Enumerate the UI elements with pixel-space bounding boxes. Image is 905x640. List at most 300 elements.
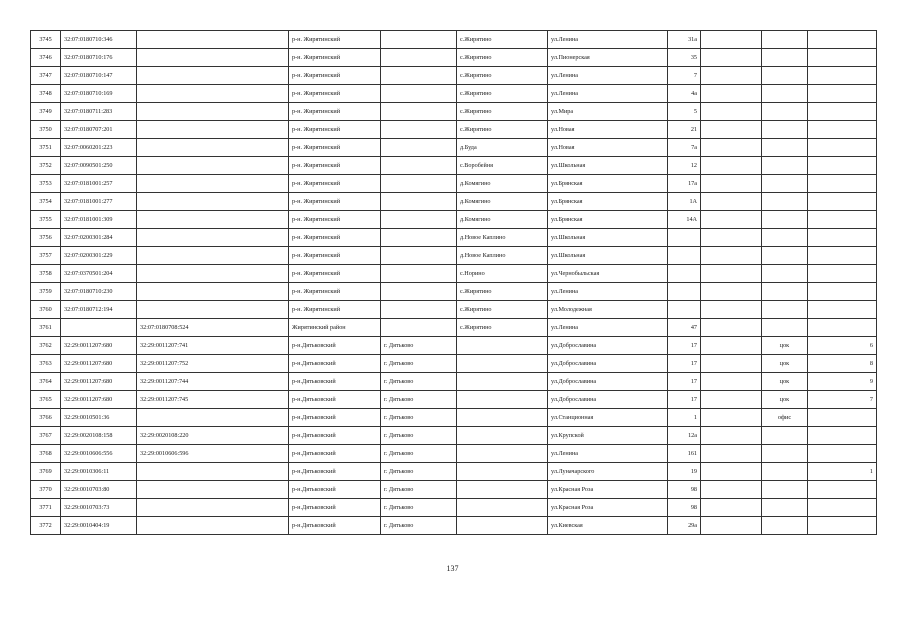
street-cell: ул.Молодежная	[548, 301, 668, 319]
room-type-cell	[762, 283, 808, 301]
cadastral-number-cell: 32:07:0200301:284	[61, 229, 137, 247]
premises-cadastral-cell	[137, 49, 289, 67]
settlement-cell	[457, 427, 548, 445]
district-cell: р-н. Жирятинский	[289, 85, 381, 103]
premises-cadastral-cell	[137, 499, 289, 517]
apartment-number-cell	[808, 319, 877, 337]
premises-cadastral-cell	[137, 121, 289, 139]
district-cell: р-н. Жирятинский	[289, 175, 381, 193]
house-number-cell: 1А	[668, 193, 701, 211]
row-number-cell: 3752	[31, 157, 61, 175]
premises-cadastral-cell	[137, 193, 289, 211]
room-type-cell	[762, 499, 808, 517]
table-row	[31, 211, 877, 229]
empty-cell	[701, 427, 762, 445]
table-row	[31, 499, 877, 517]
empty-cell	[701, 463, 762, 481]
table-row	[31, 67, 877, 85]
cadastral-number-cell: 32:07:0370501:204	[61, 265, 137, 283]
cadastral-number-cell: 32:29:0010404:19	[61, 517, 137, 535]
house-number-cell	[668, 283, 701, 301]
table-row	[31, 427, 877, 445]
district-cell: р-н.Дятьковский	[289, 391, 381, 409]
district-cell: р-н. Жирятинский	[289, 157, 381, 175]
street-cell: ул.Крупской	[548, 427, 668, 445]
district-cell: р-н. Жирятинский	[289, 49, 381, 67]
settlement-cell	[457, 499, 548, 517]
table-row	[31, 31, 877, 49]
table-row	[31, 175, 877, 193]
house-number-cell	[668, 247, 701, 265]
row-number-cell: 3762	[31, 337, 61, 355]
settlement-cell: с.Жирятино	[457, 31, 548, 49]
house-number-cell: 7а	[668, 139, 701, 157]
house-number-cell: 17	[668, 391, 701, 409]
cadastral-number-cell: 32:07:0181001:277	[61, 193, 137, 211]
premises-cadastral-cell	[137, 139, 289, 157]
town-cell: г. Дятьково	[381, 445, 457, 463]
street-cell: ул.Ленина	[548, 319, 668, 337]
table-row	[31, 193, 877, 211]
table-row	[31, 391, 877, 409]
empty-cell	[701, 301, 762, 319]
district-cell: р-н. Жирятинский	[289, 121, 381, 139]
cadastral-number-cell: 32:07:0181001:309	[61, 211, 137, 229]
town-cell: г. Дятьково	[381, 499, 457, 517]
settlement-cell: с.Жирятино	[457, 121, 548, 139]
street-cell: ул.Брянская	[548, 211, 668, 229]
premises-cadastral-cell	[137, 283, 289, 301]
row-number-cell: 3747	[31, 67, 61, 85]
apartment-number-cell	[808, 445, 877, 463]
settlement-cell	[457, 409, 548, 427]
table-row	[31, 157, 877, 175]
table-row	[31, 283, 877, 301]
row-number-cell: 3771	[31, 499, 61, 517]
settlement-cell	[457, 463, 548, 481]
house-number-cell: 98	[668, 481, 701, 499]
premises-cadastral-cell: 32:07:0180708:524	[137, 319, 289, 337]
settlement-cell	[457, 391, 548, 409]
apartment-number-cell	[808, 427, 877, 445]
house-number-cell: 4а	[668, 85, 701, 103]
room-type-cell	[762, 445, 808, 463]
room-type-cell	[762, 31, 808, 49]
table-row	[31, 247, 877, 265]
town-cell	[381, 265, 457, 283]
settlement-cell	[457, 337, 548, 355]
room-type-cell	[762, 175, 808, 193]
row-number-cell: 3761	[31, 319, 61, 337]
town-cell: г. Дятьково	[381, 409, 457, 427]
table-row	[31, 121, 877, 139]
settlement-cell: д.Новое Каплино	[457, 247, 548, 265]
district-cell: р-н.Дятьковский	[289, 427, 381, 445]
empty-cell	[701, 409, 762, 427]
cadastral-number-cell: 32:07:0180710:346	[61, 31, 137, 49]
premises-cadastral-cell: 32:29:0011207:752	[137, 355, 289, 373]
apartment-number-cell	[808, 175, 877, 193]
room-type-cell	[762, 247, 808, 265]
street-cell: ул.Доброславина	[548, 391, 668, 409]
apartment-number-cell	[808, 265, 877, 283]
row-number-cell: 3753	[31, 175, 61, 193]
cadastral-number-cell: 32:07:0180710:230	[61, 283, 137, 301]
house-number-cell: 161	[668, 445, 701, 463]
settlement-cell: д.Комягино	[457, 211, 548, 229]
table-row	[31, 103, 877, 121]
premises-cadastral-cell	[137, 175, 289, 193]
street-cell: ул.Школьная	[548, 247, 668, 265]
table-row	[31, 319, 877, 337]
town-cell	[381, 103, 457, 121]
premises-cadastral-cell: 32:29:0011207:744	[137, 373, 289, 391]
settlement-cell: с.Жирятино	[457, 85, 548, 103]
apartment-number-cell	[808, 247, 877, 265]
cadastral-number-cell	[61, 319, 137, 337]
district-cell: р-н.Дятьковский	[289, 355, 381, 373]
room-type-cell	[762, 229, 808, 247]
empty-cell	[701, 337, 762, 355]
settlement-cell	[457, 355, 548, 373]
empty-cell	[701, 283, 762, 301]
room-type-cell: цок	[762, 355, 808, 373]
town-cell	[381, 157, 457, 175]
district-cell: р-н. Жирятинский	[289, 139, 381, 157]
table-row	[31, 139, 877, 157]
room-type-cell	[762, 481, 808, 499]
room-type-cell	[762, 463, 808, 481]
empty-cell	[701, 31, 762, 49]
premises-cadastral-cell	[137, 85, 289, 103]
empty-cell	[701, 175, 762, 193]
district-cell: р-н.Дятьковский	[289, 481, 381, 499]
town-cell: г. Дятьково	[381, 373, 457, 391]
room-type-cell: цок	[762, 391, 808, 409]
premises-cadastral-cell	[137, 67, 289, 85]
cadastral-number-cell: 32:29:0010606:556	[61, 445, 137, 463]
empty-cell	[701, 103, 762, 121]
town-cell	[381, 175, 457, 193]
street-cell: ул.Ленина	[548, 31, 668, 49]
empty-cell	[701, 355, 762, 373]
premises-cadastral-cell	[137, 517, 289, 535]
premises-cadastral-cell	[137, 211, 289, 229]
town-cell	[381, 67, 457, 85]
cadastral-number-cell: 32:07:0180712:194	[61, 301, 137, 319]
room-type-cell	[762, 139, 808, 157]
street-cell: ул.Ленина	[548, 67, 668, 85]
district-cell: р-н. Жирятинский	[289, 283, 381, 301]
district-cell: р-н.Дятьковский	[289, 517, 381, 535]
house-number-cell: 47	[668, 319, 701, 337]
house-number-cell: 1	[668, 409, 701, 427]
cadastral-number-cell: 32:29:0020108:158	[61, 427, 137, 445]
table-row	[31, 355, 877, 373]
house-number-cell	[668, 265, 701, 283]
empty-cell	[701, 445, 762, 463]
apartment-number-cell	[808, 67, 877, 85]
apartment-number-cell	[808, 103, 877, 121]
house-number-cell: 17а	[668, 175, 701, 193]
street-cell: ул.Новая	[548, 121, 668, 139]
row-number-cell: 3767	[31, 427, 61, 445]
district-cell: р-н.Дятьковский	[289, 445, 381, 463]
empty-cell	[701, 265, 762, 283]
street-cell: ул.Брянская	[548, 175, 668, 193]
town-cell	[381, 283, 457, 301]
house-number-cell: 31а	[668, 31, 701, 49]
house-number-cell	[668, 229, 701, 247]
cadastral-number-cell: 32:29:0011207:680	[61, 337, 137, 355]
street-cell: ул.Мира	[548, 103, 668, 121]
town-cell	[381, 247, 457, 265]
apartment-number-cell	[808, 409, 877, 427]
apartment-number-cell	[808, 499, 877, 517]
table-row	[31, 265, 877, 283]
apartment-number-cell	[808, 139, 877, 157]
street-cell: ул.Школьная	[548, 229, 668, 247]
settlement-cell: с.Жирятино	[457, 283, 548, 301]
street-cell: ул.Брянская	[548, 193, 668, 211]
street-cell: ул.Школьная	[548, 157, 668, 175]
row-number-cell: 3759	[31, 283, 61, 301]
apartment-number-cell	[808, 481, 877, 499]
empty-cell	[701, 121, 762, 139]
street-cell: ул.Доброславина	[548, 355, 668, 373]
cadastral-number-cell: 32:29:0010501:36	[61, 409, 137, 427]
settlement-cell: с.Воробейня	[457, 157, 548, 175]
district-cell: р-н. Жирятинский	[289, 211, 381, 229]
premises-cadastral-cell	[137, 463, 289, 481]
house-number-cell: 29а	[668, 517, 701, 535]
district-cell: р-н. Жирятинский	[289, 193, 381, 211]
settlement-cell	[457, 373, 548, 391]
room-type-cell	[762, 265, 808, 283]
apartment-number-cell	[808, 121, 877, 139]
empty-cell	[701, 193, 762, 211]
premises-cadastral-cell: 32:29:0010606:596	[137, 445, 289, 463]
premises-cadastral-cell	[137, 247, 289, 265]
room-type-cell	[762, 301, 808, 319]
street-cell: ул.Ленина	[548, 445, 668, 463]
row-number-cell: 3766	[31, 409, 61, 427]
table-row	[31, 373, 877, 391]
cadastral-number-cell: 32:07:0200301:229	[61, 247, 137, 265]
row-number-cell: 3768	[31, 445, 61, 463]
property-register-table	[30, 30, 877, 535]
house-number-cell: 12	[668, 157, 701, 175]
table-row	[31, 337, 877, 355]
table-row	[31, 49, 877, 67]
row-number-cell: 3764	[31, 373, 61, 391]
settlement-cell: с.Жирятино	[457, 301, 548, 319]
empty-cell	[701, 67, 762, 85]
district-cell: р-н. Жирятинский	[289, 247, 381, 265]
table-row	[31, 481, 877, 499]
town-cell: г. Дятьково	[381, 481, 457, 499]
street-cell: ул.Луначарского	[548, 463, 668, 481]
house-number-cell: 5	[668, 103, 701, 121]
apartment-number-cell: 1	[808, 463, 877, 481]
row-number-cell: 3769	[31, 463, 61, 481]
street-cell: ул.Новая	[548, 139, 668, 157]
cadastral-number-cell: 32:29:0011207:680	[61, 355, 137, 373]
district-cell: Жирятинский район	[289, 319, 381, 337]
room-type-cell	[762, 157, 808, 175]
apartment-number-cell: 7	[808, 391, 877, 409]
premises-cadastral-cell	[137, 301, 289, 319]
apartment-number-cell: 8	[808, 355, 877, 373]
settlement-cell	[457, 517, 548, 535]
room-type-cell	[762, 49, 808, 67]
room-type-cell	[762, 517, 808, 535]
empty-cell	[701, 391, 762, 409]
row-number-cell: 3754	[31, 193, 61, 211]
empty-cell	[701, 247, 762, 265]
room-type-cell	[762, 211, 808, 229]
district-cell: р-н. Жирятинский	[289, 265, 381, 283]
district-cell: р-н. Жирятинский	[289, 229, 381, 247]
house-number-cell: 98	[668, 499, 701, 517]
row-number-cell: 3757	[31, 247, 61, 265]
row-number-cell: 3751	[31, 139, 61, 157]
settlement-cell: с.Жирятино	[457, 103, 548, 121]
town-cell	[381, 121, 457, 139]
town-cell: г. Дятьково	[381, 337, 457, 355]
room-type-cell	[762, 85, 808, 103]
row-number-cell: 3770	[31, 481, 61, 499]
table-row	[31, 445, 877, 463]
settlement-cell: д.Комягино	[457, 193, 548, 211]
settlement-cell: с.Жирятино	[457, 49, 548, 67]
district-cell: р-н.Дятьковский	[289, 463, 381, 481]
district-cell: р-н. Жирятинский	[289, 103, 381, 121]
row-number-cell: 3763	[31, 355, 61, 373]
apartment-number-cell	[808, 211, 877, 229]
street-cell: ул.Доброславина	[548, 337, 668, 355]
settlement-cell: с.Норино	[457, 265, 548, 283]
town-cell	[381, 211, 457, 229]
town-cell	[381, 229, 457, 247]
apartment-number-cell	[808, 193, 877, 211]
table-body	[31, 31, 877, 535]
row-number-cell: 3748	[31, 85, 61, 103]
premises-cadastral-cell: 32:29:0011207:741	[137, 337, 289, 355]
cadastral-number-cell: 32:07:0181001:257	[61, 175, 137, 193]
settlement-cell	[457, 481, 548, 499]
cadastral-number-cell: 32:07:0180710:176	[61, 49, 137, 67]
town-cell	[381, 85, 457, 103]
cadastral-number-cell: 32:29:0010306:11	[61, 463, 137, 481]
cadastral-number-cell: 32:07:0180707:201	[61, 121, 137, 139]
room-type-cell	[762, 103, 808, 121]
town-cell: г. Дятьково	[381, 463, 457, 481]
house-number-cell: 17	[668, 337, 701, 355]
row-number-cell: 3756	[31, 229, 61, 247]
house-number-cell: 21	[668, 121, 701, 139]
cadastral-number-cell: 32:29:0010703:73	[61, 499, 137, 517]
street-cell: ул.Красная Роза	[548, 499, 668, 517]
street-cell: ул.Чернобыльская	[548, 265, 668, 283]
town-cell: г. Дятьково	[381, 517, 457, 535]
cadastral-number-cell: 32:29:0010703:80	[61, 481, 137, 499]
empty-cell	[701, 139, 762, 157]
street-cell: ул.Станционная	[548, 409, 668, 427]
house-number-cell: 17	[668, 355, 701, 373]
town-cell: г. Дятьково	[381, 355, 457, 373]
settlement-cell: с.Жирятино	[457, 67, 548, 85]
street-cell: ул.Киевская	[548, 517, 668, 535]
cadastral-number-cell: 32:07:0180710:147	[61, 67, 137, 85]
empty-cell	[701, 157, 762, 175]
empty-cell	[701, 517, 762, 535]
house-number-cell: 12а	[668, 427, 701, 445]
apartment-number-cell	[808, 31, 877, 49]
street-cell: ул.Ленина	[548, 85, 668, 103]
district-cell: р-н.Дятьковский	[289, 373, 381, 391]
district-cell: р-н.Дятьковский	[289, 409, 381, 427]
house-number-cell	[668, 301, 701, 319]
town-cell: г. Дятьково	[381, 427, 457, 445]
cadastral-number-cell: 32:07:0060201:223	[61, 139, 137, 157]
town-cell	[381, 301, 457, 319]
table-row	[31, 517, 877, 535]
apartment-number-cell	[808, 283, 877, 301]
street-cell: ул.Доброславина	[548, 373, 668, 391]
table-row	[31, 229, 877, 247]
row-number-cell: 3755	[31, 211, 61, 229]
apartment-number-cell	[808, 517, 877, 535]
empty-cell	[701, 319, 762, 337]
room-type-cell: офис	[762, 409, 808, 427]
row-number-cell: 3765	[31, 391, 61, 409]
town-cell	[381, 319, 457, 337]
room-type-cell	[762, 67, 808, 85]
cadastral-number-cell: 32:29:0011207:680	[61, 373, 137, 391]
table-row	[31, 463, 877, 481]
room-type-cell	[762, 427, 808, 445]
settlement-cell	[457, 445, 548, 463]
page-number: 137	[446, 564, 459, 573]
settlement-cell: д.Комягино	[457, 175, 548, 193]
row-number-cell: 3750	[31, 121, 61, 139]
row-number-cell: 3772	[31, 517, 61, 535]
district-cell: р-н. Жирятинский	[289, 301, 381, 319]
empty-cell	[701, 229, 762, 247]
street-cell: ул.Красная Роза	[548, 481, 668, 499]
empty-cell	[701, 85, 762, 103]
room-type-cell: цок	[762, 337, 808, 355]
town-cell	[381, 31, 457, 49]
apartment-number-cell	[808, 301, 877, 319]
table-row	[31, 409, 877, 427]
house-number-cell: 19	[668, 463, 701, 481]
house-number-cell: 35	[668, 49, 701, 67]
room-type-cell	[762, 193, 808, 211]
district-cell: р-н.Дятьковский	[289, 499, 381, 517]
town-cell	[381, 139, 457, 157]
apartment-number-cell	[808, 229, 877, 247]
town-cell	[381, 193, 457, 211]
table-row	[31, 301, 877, 319]
room-type-cell	[762, 319, 808, 337]
settlement-cell: д.Новое Каплино	[457, 229, 548, 247]
room-type-cell: цок	[762, 373, 808, 391]
apartment-number-cell	[808, 157, 877, 175]
room-type-cell	[762, 121, 808, 139]
cadastral-number-cell: 32:07:0180710:169	[61, 85, 137, 103]
